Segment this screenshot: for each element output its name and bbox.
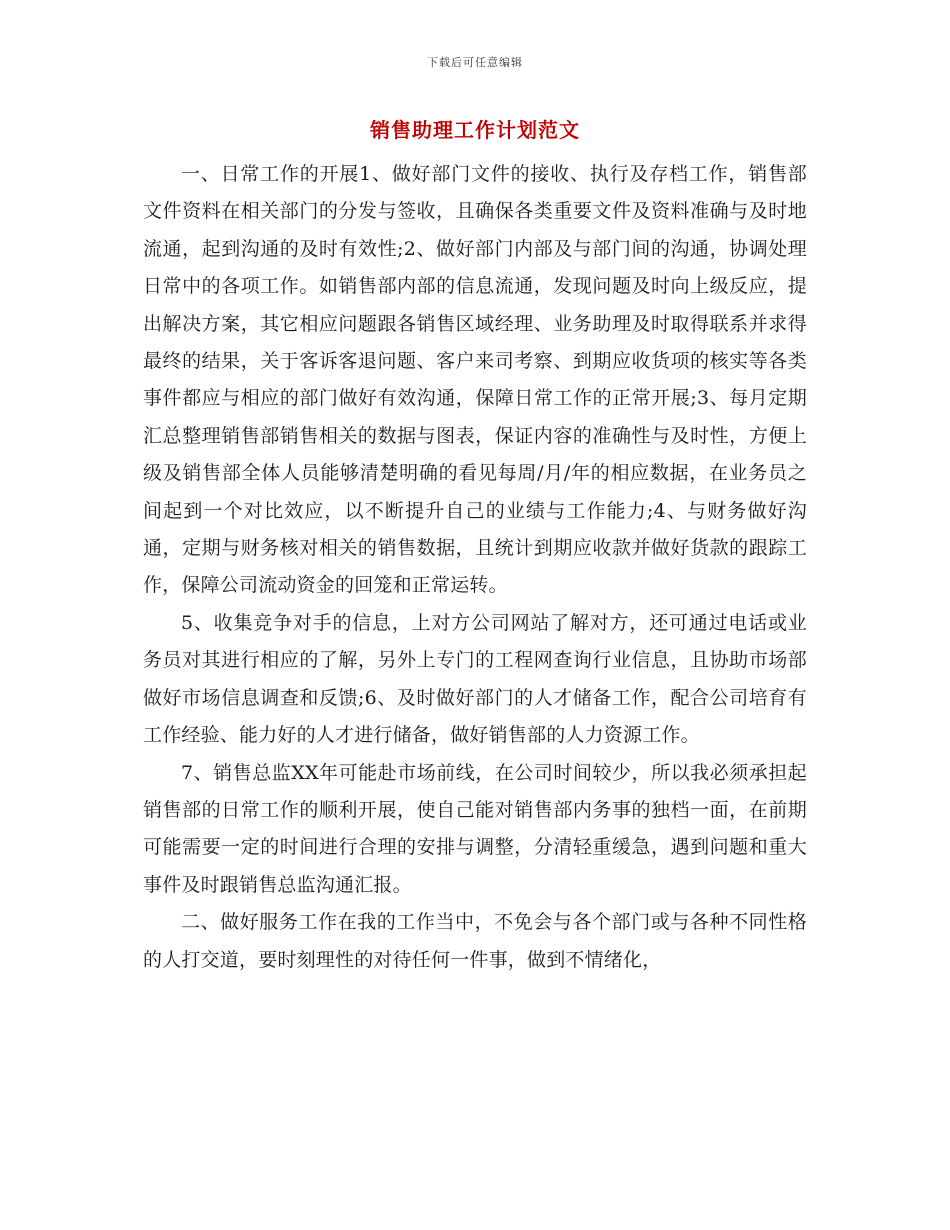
document-title: 销售助理工作计划范文 xyxy=(370,118,580,142)
paragraph-1: 一、日常工作的开展1、做好部门文件的接收、执行及存档工作，销售部文件资料在相关部门的分发与签收，且确保各类重要文件及资料准确与及时地流通，起到沟通的及时有效性;2、做好部门内部及与部门间的沟通，协调处理日常中的各项工作。如销售部内部的信息流通，发现问题及时向上级反应，提出解决方案，其它相应问题跟各销售区域经理、业务助理及时取得联系并求得最终的结果，关于客诉客退问题、客户来司考察、到期应收货项的核实等各类事件都应与相应的部门做好有效沟通，保障日常工作的正常开展;3、每月定期汇总整理销售部销售相关的数据与图表，保证内容的准确性与及时性，方便上级及销售部全体人员能够清楚明确的看见每周/月/年的相应数据，在业务员之间起到一个对比效应，以不断提升自己的业绩与工作能力;4、与财务做好沟通，定期与财务核对相关的销售数据，且统计到期应收款并做好货款的跟踪工作，保障公司流动资金的回笼和正常运转。 xyxy=(143,163,807,597)
paragraph-3: 7、销售总监XX年可能赴市场前线，在公司时间较少，所以我必须承担起销售部的日常工作的顺利开展，使自己能对销售部内务事的独档一面，在前期可能需要一定的时间进行合理的安排与调整，分清轻重缓急，遇到问题和重大事件及时跟销售总监沟通汇报。 xyxy=(143,761,807,896)
document-body xyxy=(143,156,807,979)
paragraph-2: 5、收集竞争对手的信息，上对方公司网站了解对方，还可通过电话或业务员对其进行相应的了解，另外上专门的工程网查询行业信息，且协助市场部做好市场信息调查和反馈;6、及时做好部门的人才储备工作，配合公司培育有工作经验、能力好的人才进行储备，做好销售部的人力资源工作。 xyxy=(143,611,807,747)
header-note: 下载后可任意编辑 xyxy=(427,56,523,69)
paragraph-4: 二、做好服务工作在我的工作当中，不免会与各个部门或与各种不同性格的人打交道，要时刻理性的对待任何一件事，做到不情绪化， xyxy=(143,911,807,971)
